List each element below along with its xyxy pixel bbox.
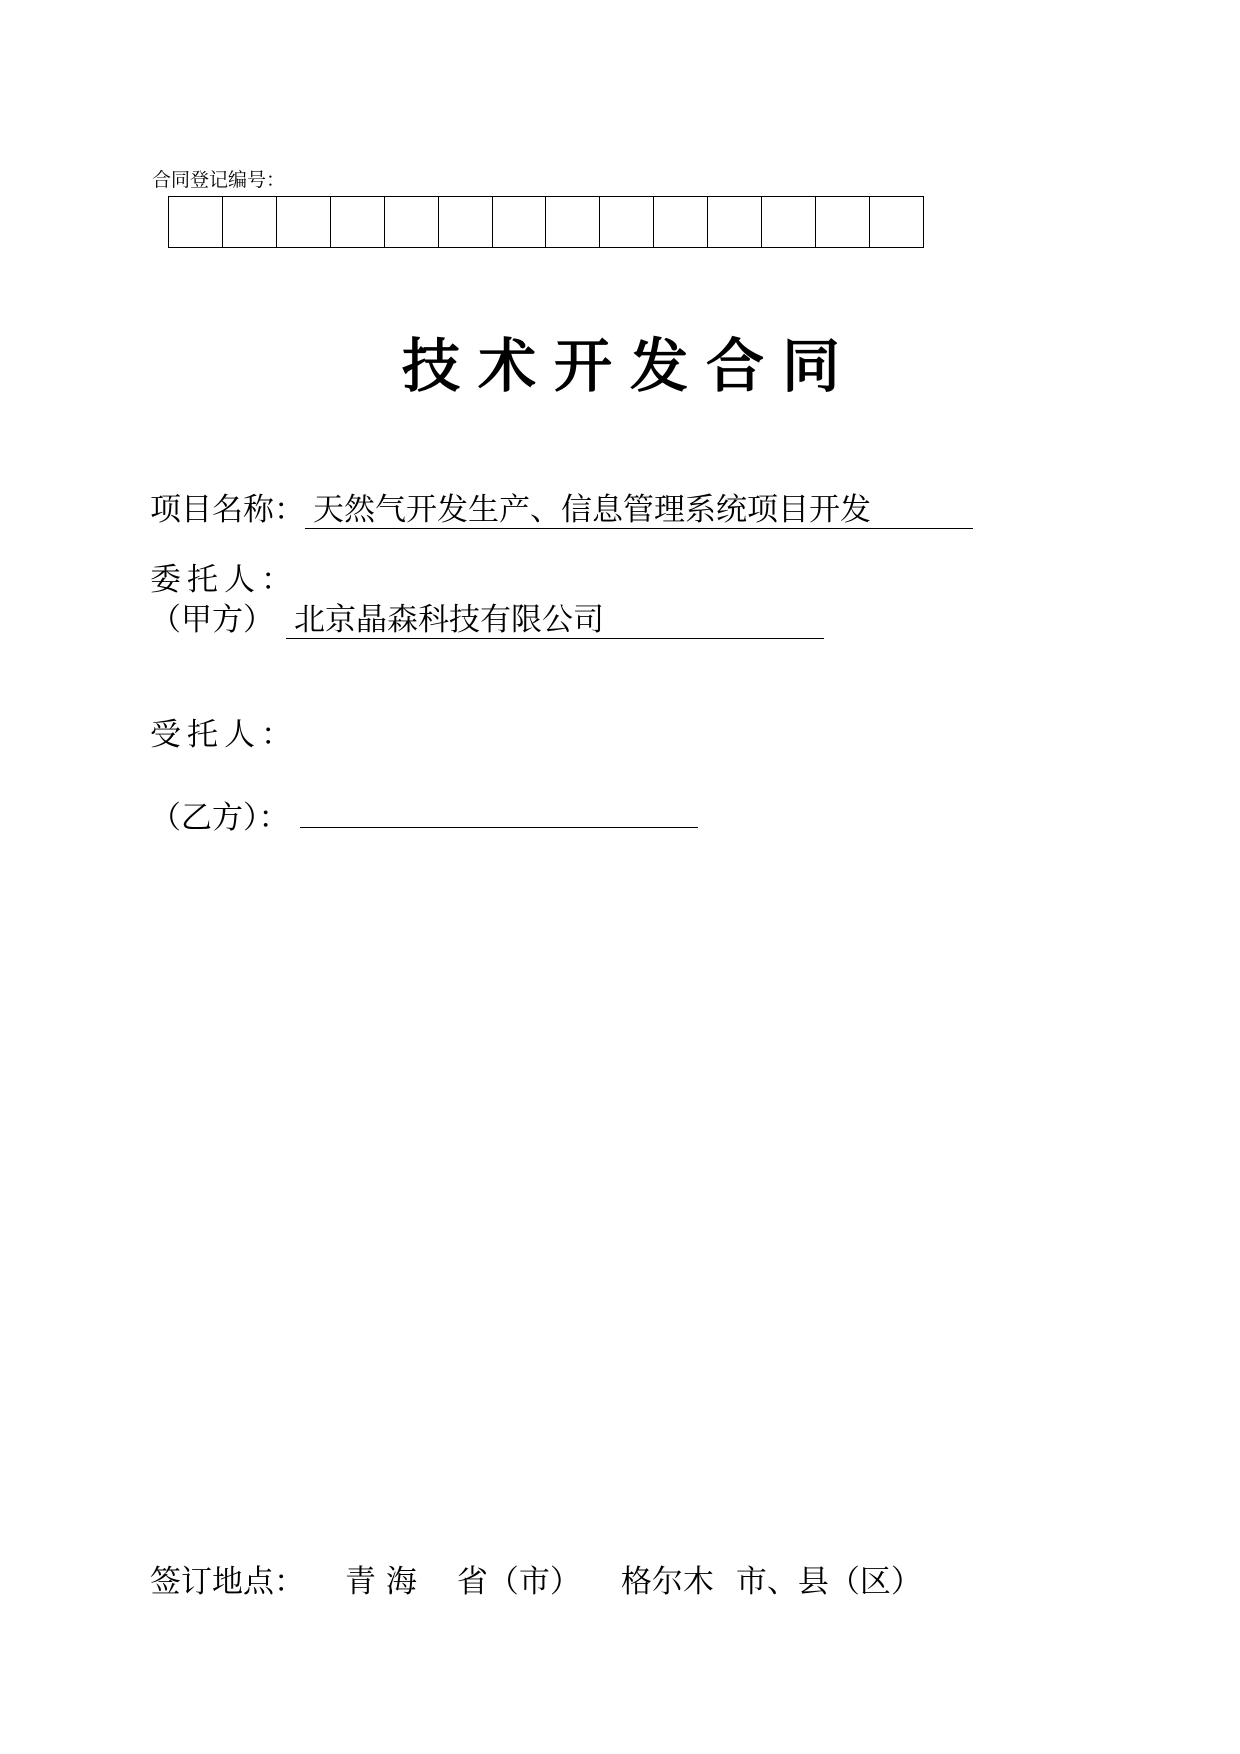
party-b-label: （乙方）： [150,800,290,836]
signing-place-label: 签订地点： [150,1564,305,1600]
party-a-label: （甲方） [150,602,274,638]
registration-number-box [870,197,923,247]
registration-number-box [600,197,654,247]
client-row [150,560,298,600]
registration-number-box [708,197,762,247]
registration-number-box [385,197,439,247]
party-b-row [150,798,698,838]
project-name-field: 天然气开发生产、信息管理系统项目开发 [305,492,973,529]
party-b-field [300,827,698,828]
registration-number-box [762,197,816,247]
trustee-row [150,715,298,755]
registration-number-box [439,197,493,247]
registration-number-box [493,197,547,247]
registration-number-label: 合同登记编号： [152,169,286,191]
registration-number-box [816,197,870,247]
registration-number-box [169,197,223,247]
registration-number-box [546,197,600,247]
signing-place-row [150,1562,922,1602]
party-a-field: 北京晶森科技有限公司 [286,602,824,639]
registration-number-box [654,197,708,247]
registration-number-box [277,197,331,247]
project-name-row [150,490,973,530]
party-a-row [150,600,824,640]
registration-number-box [331,197,385,247]
signing-province: 青 海 [345,1564,417,1600]
signing-province-suffix: 省（市） [456,1564,581,1600]
signing-city: 格尔木 [620,1564,714,1600]
client-label: 委托人： [150,562,298,598]
document-title: 技术开发合同 [401,332,858,400]
signing-city-suffix: 市、县（区） [735,1564,922,1600]
registration-number-box [223,197,277,247]
trustee-label: 受托人： [150,717,298,753]
registration-number-boxes [168,196,924,248]
project-name-label: 项目名称： [150,492,305,528]
